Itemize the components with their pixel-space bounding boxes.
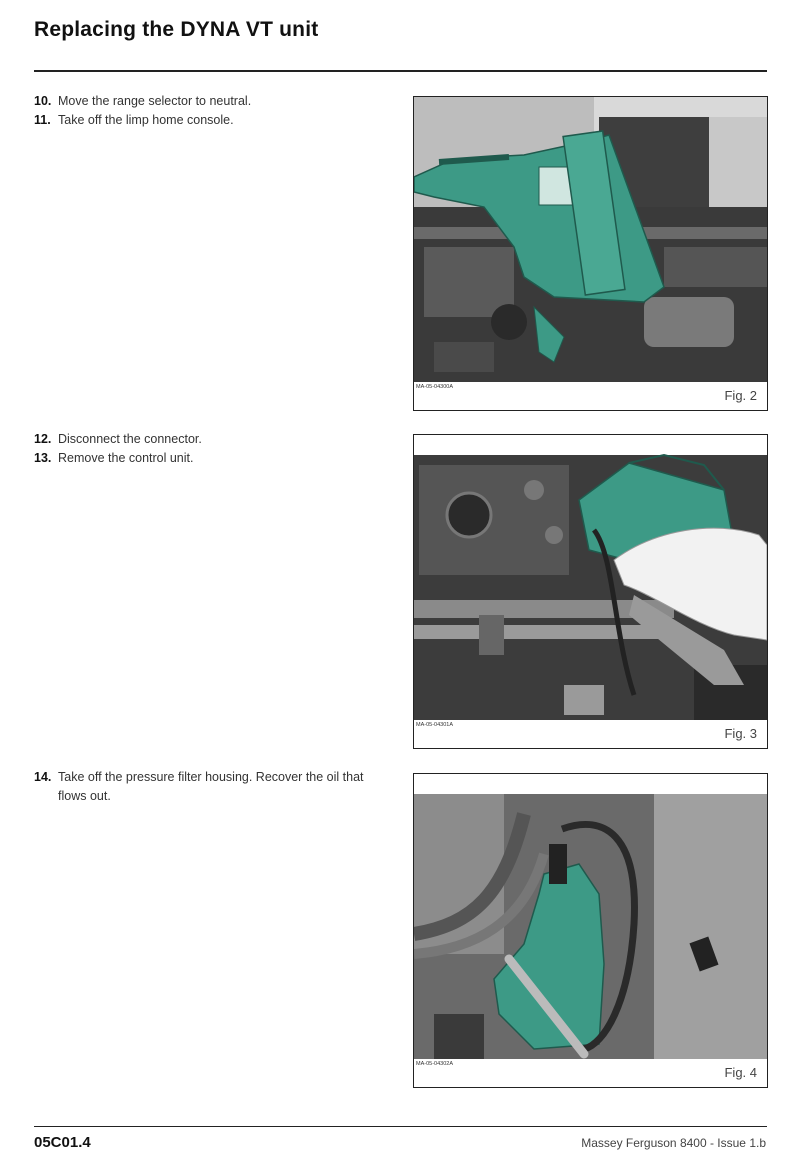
figure-2-photo [414, 97, 767, 382]
step-item [34, 430, 394, 449]
step-number: 11. [34, 113, 51, 127]
steps-group-2 [34, 430, 394, 468]
figure-3 [413, 434, 768, 749]
figure-4 [413, 773, 768, 1088]
step-item [34, 92, 394, 111]
figure-code: MA-05-04300A [416, 384, 453, 390]
step-text: Disconnect the connector. [58, 432, 202, 446]
step-text: Take off the limp home console. [58, 113, 234, 127]
step-number: 10. [34, 94, 52, 108]
figure-4-photo [414, 774, 767, 1059]
figure-caption: Fig. 2 [724, 388, 757, 403]
figure-caption: Fig. 3 [724, 726, 757, 741]
figure-code: MA-05-04302A [416, 1061, 453, 1067]
step-text: Remove the control unit. [58, 451, 194, 465]
figure-2 [413, 96, 768, 411]
footer-section-code: 05C01.4 [34, 1134, 91, 1151]
step-number: 13. [34, 451, 52, 465]
figure-code: MA-05-04301A [416, 722, 453, 728]
footer-divider [34, 1126, 767, 1127]
step-item [34, 449, 394, 468]
step-number: 14. [34, 770, 52, 784]
step-item [34, 111, 394, 130]
page-title: Replacing the DYNA VT unit [34, 18, 319, 41]
title-divider [34, 70, 767, 72]
step-item [34, 768, 394, 806]
step-number: 12. [34, 432, 52, 446]
figure-caption: Fig. 4 [724, 1065, 757, 1080]
figure-3-photo [414, 435, 767, 720]
steps-group-3 [34, 768, 394, 806]
step-text: Take off the pressure filter housing. Recover the oil that flows out. [58, 770, 364, 803]
step-text: Move the range selector to neutral. [58, 94, 252, 108]
footer-manual-info: Massey Ferguson 8400 - Issue 1.b [581, 1136, 766, 1150]
steps-group-1 [34, 92, 394, 130]
